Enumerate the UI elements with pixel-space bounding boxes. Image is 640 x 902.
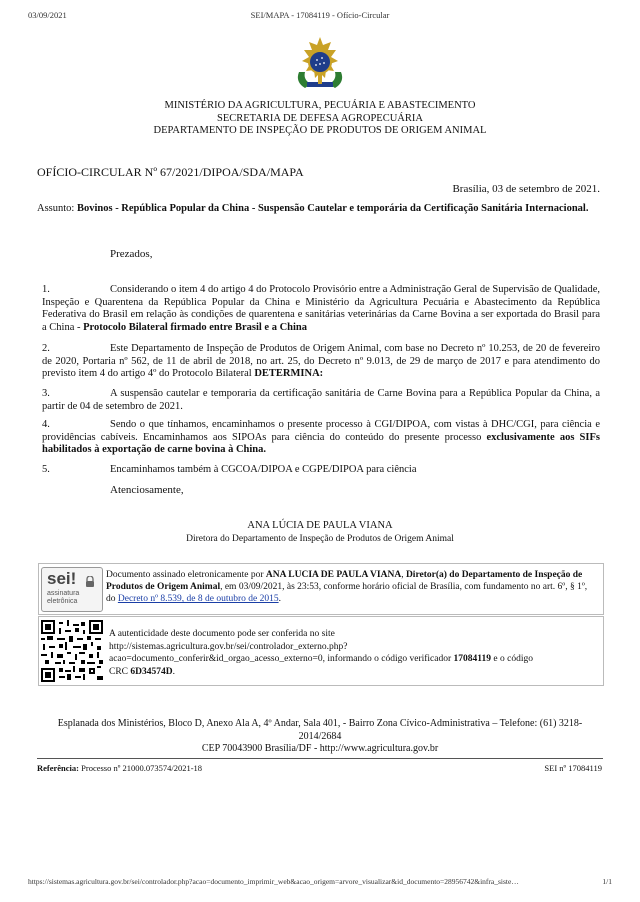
paragraph-text: Sendo o que tínhamos, encaminhamos o presente processo à CGI/DIPOA, com vistas à DHC/CGI, para ciência e providências cabíveis. Encaminhamos aos SIPOAs para ciência do conteúdo do presente processo (42, 419, 600, 443)
ministry-line: MINISTÉRIO DA AGRICULTURA, PECUÁRIA E ABASTECIMENTO (164, 100, 476, 111)
electronic-signature-box (38, 563, 604, 615)
signature-signer: ANA LUCIA DE PAULA VIANA (265, 570, 402, 580)
paragraph-4 (42, 419, 600, 457)
paragraph-text: Considerando o item 4 do artigo 4 do Protocolo Provisório entre a Administração Geral de Supervisão de Qualidade, Inspeção e Quarentena da República Popular da China e Ministério da Agricultura Pecuária e Abastecimento da República Federativa do Brasil em relação às condições de quarentena e sanitárias veterinárias da Carne Bovina a ser exportada do Brasil para a China - (42, 284, 600, 333)
paragraph-1 (42, 284, 600, 334)
crc-code: 6D34574D (130, 666, 173, 677)
footer-address-line2: CEP 70043900 Brasília/DF - http://www.agricultura.gov.br (201, 743, 439, 754)
signer-role: Diretora do Departamento de Inspeção de Produtos de Origem Animal (186, 534, 454, 544)
subject-text: Bovinos - República Popular da China - Suspensão Cautelar e temporária da Certificação Sanitária Internacional. (76, 203, 589, 214)
sei-logo-sub1: assinatura (47, 590, 80, 597)
footer-address (37, 718, 603, 756)
authenticity-url[interactable]: http://sistemas.agricultura.gov.br/sei/controlador_externo.php? (109, 641, 348, 652)
paragraph-bold: exclusivamente aos SIFs habilitados à exportação de carne bovina à China. (42, 431, 600, 456)
paragraph-text: A suspensão cautelar e temporaria da certificação sanitária de Carne Bovina para a República Popular da China, a partir de 04 de setembro de 2021. (42, 388, 600, 412)
print-title: SEI/MAPA - 17084119 - Ofício-Circular (250, 10, 390, 20)
signature-statement: Documento assinado eletronicamente por ANA LUCIA DE PAULA VIANA, Diretor(a) do Departamento de Inspeção de Produtos de Origem Animal, em 03/09/2021, às 23:53, conforme horário oficial de Brasília, com fundamento no art. 6º, § 1º, do Decreto nº 8.539, de 8 de outubro de 2015. (106, 570, 588, 604)
paragraph-number: 1. (42, 284, 50, 295)
authenticity-text: , informando o código verificador (322, 654, 454, 664)
signature-mid: , em 03/09/2021, às 23:53, conforme horário oficial de Brasília, com fundamento no art. 6º, § 1º, do (106, 582, 588, 604)
paragraph-2 (42, 343, 600, 381)
crc-label: CRC (109, 666, 131, 677)
signer-name: ANA LÚCIA DE PAULA VIANA (247, 520, 393, 531)
sei-number: SEI nº 17084119 (544, 763, 602, 773)
authenticity-url-params: acao=documento_conferir&id_orgao_acesso_externo=0 (109, 654, 323, 664)
sei-logo-text: sei! (47, 569, 77, 588)
place-date: Brasília, 03 de setembro de 2021. (452, 183, 600, 195)
subject-label: Assunto: (37, 203, 77, 214)
paragraph-bold: DETERMINA: (254, 368, 324, 380)
authenticity-statement (109, 628, 597, 678)
qr-code (41, 620, 103, 682)
sei-logo-sub2: eletrônica (47, 598, 78, 605)
coat-of-arms-emblem (291, 36, 349, 94)
authenticity-box (38, 616, 604, 686)
crc-end: . (172, 666, 175, 677)
paragraph-text: Encaminhamos também à CGCOA/DIPOA e CGPE/DIPOA para ciência (110, 464, 417, 475)
signature-end: . (278, 594, 281, 604)
sei-logo (41, 567, 103, 612)
signature-role: Diretor(a) do Departamento de Inspeção de Produtos de Origem Animal (106, 570, 583, 592)
paragraph-number: 2. (42, 343, 50, 354)
decree-link[interactable]: Decreto nº 8.539, de 8 de outubro de 2015 (117, 594, 279, 604)
paragraph-3 (42, 388, 600, 413)
reference-label: Referência: (37, 763, 80, 773)
authenticity-and: e o código (491, 654, 533, 664)
padlock-icon (85, 574, 95, 585)
print-url: https://sistemas.agricultura.gov.br/sei/controlador.php?acao=documento_imprimir_web&acao_origem=arvore_visualizar&id_documento=28956742&infra_siste… (28, 877, 519, 886)
paragraph-5 (42, 464, 600, 477)
signature-prefix: Documento assinado eletronicamente por (106, 570, 266, 580)
footer-address-line1: Esplanada dos Ministérios, Bloco D, Anexo Ala A, 4º Andar, Sala 401, - Bairro Zona Cívico-Administrativa – Telefone: (61) 3218-2014/2684 (57, 718, 583, 742)
verifier-code: 17084119 (453, 654, 492, 664)
reference-process: Processo nº 21000.073574/2021-18 (79, 763, 203, 773)
paragraph-number: 4. (42, 419, 50, 430)
closing: Atenciosamente, (110, 484, 184, 496)
oficio-number: OFÍCIO-CIRCULAR Nº 67/2021/DIPOA/SDA/MAPA (37, 165, 304, 179)
ministry-header (0, 100, 640, 138)
footer-divider (37, 758, 603, 759)
greeting: Prezados, (110, 248, 153, 260)
paragraph-number: 3. (42, 388, 50, 399)
paragraph-number: 5. (42, 464, 50, 475)
print-page-number: 1/1 (602, 877, 612, 886)
department-line: DEPARTAMENTO DE INSPEÇÃO DE PRODUTOS DE ORIGEM ANIMAL (153, 125, 487, 136)
print-date: 03/09/2021 (28, 10, 67, 20)
paragraph-text: Este Departamento de Inspeção de Produtos de Origem Animal, com base no Decreto nº 10.253, de 20 de fevereiro de 2020, Portaria nº 562, de 11 de abril de 2018, no art. 25, do Decreto nº 9.013, de 29 de março de 2017 e para atendimento do previsto item 4 do artigo 4º do Protocolo Bilateral (42, 343, 600, 380)
paragraph-bold: Protocolo Bilateral firmado entre Brasil e a China (83, 321, 307, 333)
authenticity-line1: A autenticidade deste documento pode ser conferida no site (109, 629, 335, 639)
reference (37, 763, 202, 773)
subject (37, 202, 602, 215)
secretariat-line: SECRETARIA DE DEFESA AGROPECUÁRIA (217, 112, 423, 124)
